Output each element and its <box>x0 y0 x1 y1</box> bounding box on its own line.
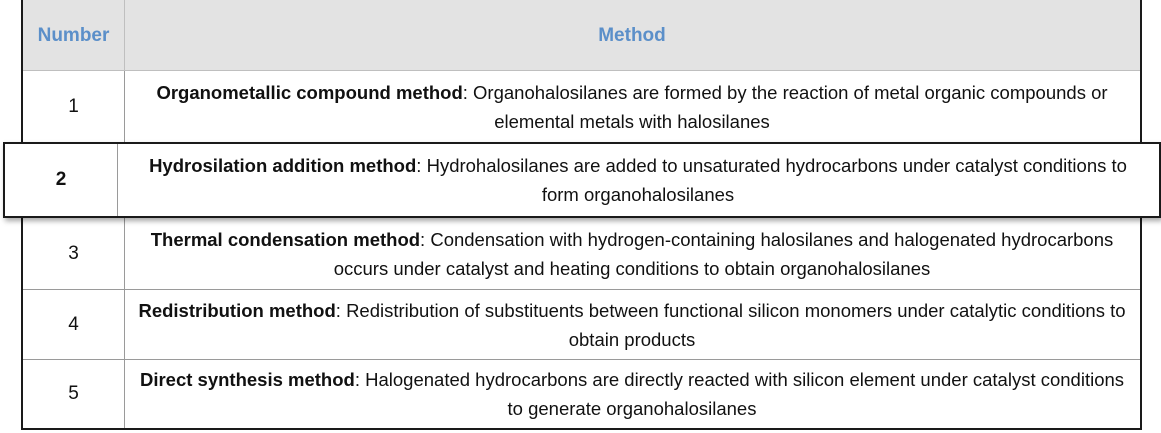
term-separator: : <box>354 369 366 390</box>
row-number: 3 <box>23 218 125 289</box>
row-method <box>117 144 1159 216</box>
row-method <box>124 71 1140 142</box>
row-number: 5 <box>23 360 125 428</box>
method-description: Redistribution of substituents between functional silicon monomers under catalytic conditions to obtain products <box>346 299 1126 350</box>
method-term: Direct synthesis method <box>139 369 355 390</box>
method-description: Halogenated hydrocarbons are directly reacted with silicon element under catalyst conditions to generate organohalosilanes <box>365 369 1125 419</box>
method-description: Organohalosilanes are formed by the reaction of metal organic compounds or elemental metals with halosilanes <box>473 81 1108 132</box>
table-row-2-highlighted <box>3 142 1161 218</box>
method-description: Hydrohalosilanes are added to unsaturated hydrocarbons under catalyst conditions to form organohalosilanes <box>426 155 1127 205</box>
method-term: Hydrosilation addition method <box>149 155 417 176</box>
row-method <box>124 360 1140 428</box>
row-method <box>124 290 1140 359</box>
table-row-1 <box>23 71 1140 143</box>
term-separator: : <box>462 81 474 103</box>
table-row-3 <box>23 218 1140 290</box>
row-number: 2 <box>5 144 118 216</box>
table-row-4 <box>23 290 1140 360</box>
row-number: 1 <box>23 71 125 142</box>
table-header <box>23 0 1140 71</box>
header-number: Number <box>23 0 125 71</box>
term-separator: : <box>420 228 431 250</box>
term-separator: : <box>335 299 347 321</box>
method-description: Condensation with hydrogen-containing halosilanes and halogenated hydrocarbons occurs under catalyst and heating conditions to obtain organohalosilanes <box>333 228 1114 279</box>
method-term: Redistribution method <box>138 299 336 321</box>
method-term: Thermal condensation method <box>150 228 421 250</box>
methods-table <box>21 0 1142 430</box>
row-method <box>124 218 1140 289</box>
row-number: 4 <box>23 290 125 359</box>
term-separator: : <box>416 155 427 176</box>
table-row-5 <box>23 360 1140 428</box>
method-term: Organometallic compound method <box>156 81 463 103</box>
header-method: Method <box>598 24 666 46</box>
